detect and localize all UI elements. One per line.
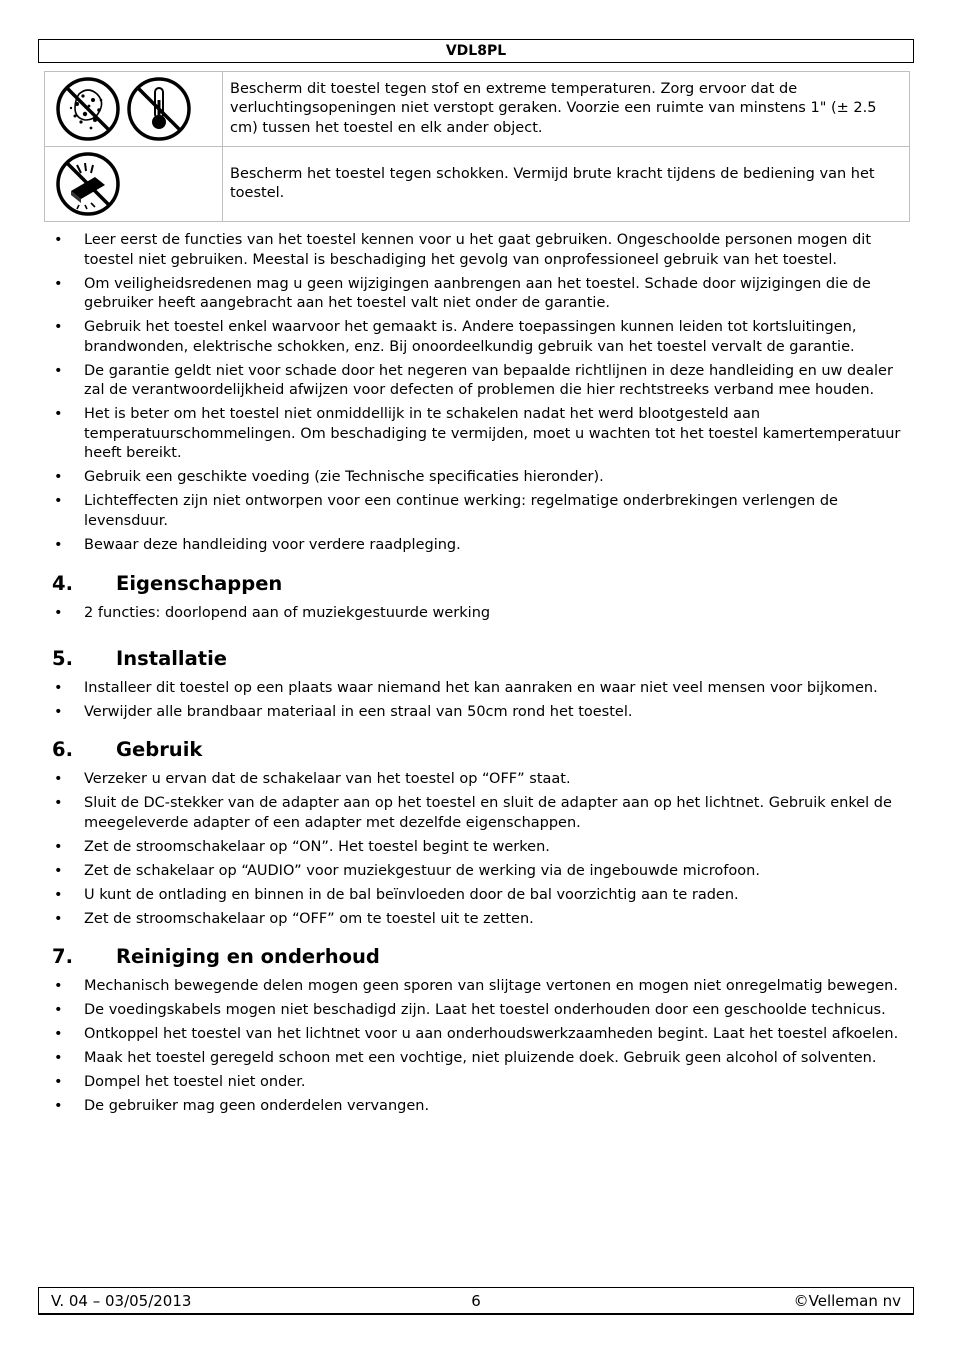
list-item: • Zet de schakelaar op “AUDIO” voor muziekgestuur de werking via de ingebouwde microfoon. (52, 862, 904, 882)
section-number: 5. (52, 646, 73, 670)
list-item: • Bewaar deze handleiding voor verdere raadpleging. (52, 536, 904, 556)
page-content (52, 231, 904, 1121)
list-item: • Het is beter om het toestel niet onmiddellijk in te schakelen nadat het werd blootgesteld aan temperatuurschommelingen. Om beschadiging te vermijden, moet u wachten tot het toestel kamertemperatuur heeft bereikt. (52, 405, 904, 464)
safety-list (52, 231, 904, 555)
section-heading (52, 945, 904, 969)
list-item: • De voedingskabels mogen niet beschadigd zijn. Laat het toestel onderhouden door een geschoolde technicus. (52, 1001, 904, 1021)
section-list (52, 977, 904, 1117)
copyright: ©Velleman nv (793, 1292, 901, 1310)
list-item: • Zet de stroomschakelaar op “OFF” om te toestel uit te zetten. (52, 910, 904, 930)
list-item: • Gebruik een geschikte voeding (zie Technische specificaties hieronder). (52, 468, 904, 488)
section-title: Eigenschappen (116, 572, 283, 595)
list-item: • Maak het toestel geregeld schoon met een vochtige, niet pluizende doek. Gebruik geen alcohol of solventen. (52, 1049, 904, 1069)
section-list (52, 604, 904, 624)
list-item: • Mechanisch bewegende delen mogen geen sporen van slijtage vertonen en mogen niet onregelmatig bewegen. (52, 977, 904, 997)
warning-row (45, 72, 910, 147)
section-list (52, 679, 904, 723)
warning-text: Bescherm het toestel tegen schokken. Vermijd brute kracht tijdens de bediening van het toestel. (223, 147, 910, 222)
list-item: • De garantie geldt niet voor schade door het negeren van bepaalde richtlijnen in deze handleiding en uw dealer zal de verantwoordelijkheid afwijzen voor defecten of problemen die hier rechtstreeks verband mee houden. (52, 362, 904, 401)
section-title: Installatie (116, 646, 227, 670)
section-heading (52, 738, 904, 762)
list-item: • Zet de stroomschakelaar op “ON”. Het toestel begint te werken. (52, 838, 904, 858)
list-item: • De gebruiker mag geen onderdelen vervangen. (52, 1097, 904, 1117)
list-item: • Installeer dit toestel op een plaats waar niemand het kan aanraken en waar niet veel mensen voor bijkomen. (52, 679, 904, 699)
list-item: • Gebruik het toestel enkel waarvoor het gemaakt is. Andere toepassingen kunnen leiden tot kortsluitingen, brandwonden, elektrische schokken, enz. Bij onoordeelkundig gebruik van het toestel vervalt de garantie. (52, 318, 904, 357)
temperature-prohibited-icon (126, 76, 192, 142)
page-header (38, 39, 914, 63)
list-item: • Om veiligheidsredenen mag u geen wijzigingen aanbrengen aan het toestel. Schade door wijzigingen die de gebruiker heeft aangebracht aan het toestel valt niet onder de garantie. (52, 275, 904, 314)
section-list (52, 770, 904, 929)
list-item: • Ontkoppel het toestel van het lichtnet voor u aan onderhoudswerkzaamheden begint. Laat het toestel afkoelen. (52, 1025, 904, 1045)
warning-icons-cell (45, 147, 223, 222)
warning-text: Bescherm dit toestel tegen stof en extreme temperaturen. Zorg ervoor dat de verluchtingsopeningen niet verstopt geraken. Voorzie een ruimte van minstens 1" (± 2.5 cm) tussen het toestel en elk ander object. (223, 72, 910, 147)
page-number: 6 (471, 1292, 481, 1310)
section-number: 7. (52, 945, 73, 968)
section-heading (52, 572, 904, 596)
model-name: VDL8PL (445, 43, 507, 59)
section-heading (52, 647, 904, 671)
list-item: • Verwijder alle brandbaar materiaal in een straal van 50cm rond het toestel. (52, 703, 904, 723)
section-title: Gebruik (116, 738, 203, 761)
dust-prohibited-icon (55, 76, 121, 142)
list-item: • U kunt de ontlading en binnen in de bal beïnvloeden door de bal voorzichtig aan te raden. (52, 886, 904, 906)
section-title: Reiniging en onderhoud (116, 945, 380, 968)
list-item: • 2 functies: doorlopend aan of muziekgestuurde werking (52, 604, 904, 624)
version-date: V. 04 – 03/05/2013 (51, 1292, 192, 1310)
list-item: • Leer eerst de functies van het toestel kennen voor u het gaat gebruiken. Ongeschoolde personen mogen dit toestel niet gebruiken. Meestal is beschadiging het gevolg van onprofessioneel gebruik van het toestel. (52, 231, 904, 270)
section-number: 4. (52, 572, 73, 595)
list-item: • Lichteffecten zijn niet ontworpen voor een continue werking: regelmatige onderbrekingen verlengen de levensduur. (52, 492, 904, 531)
section-number: 6. (52, 738, 73, 761)
list-item: • Sluit de DC-stekker van de adapter aan op het toestel en sluit de adapter aan op het lichtnet. Gebruik enkel de meegeleverde adapter of een adapter met dezelfde eigenschappen. (52, 794, 904, 833)
page-footer (38, 1287, 914, 1315)
warning-row (45, 147, 910, 222)
shock-prohibited-icon (55, 151, 121, 217)
list-item: • Dompel het toestel niet onder. (52, 1073, 904, 1093)
warning-table (44, 71, 910, 222)
warning-icons-cell (45, 72, 223, 147)
list-item: • Verzeker u ervan dat de schakelaar van het toestel op “OFF” staat. (52, 770, 904, 790)
